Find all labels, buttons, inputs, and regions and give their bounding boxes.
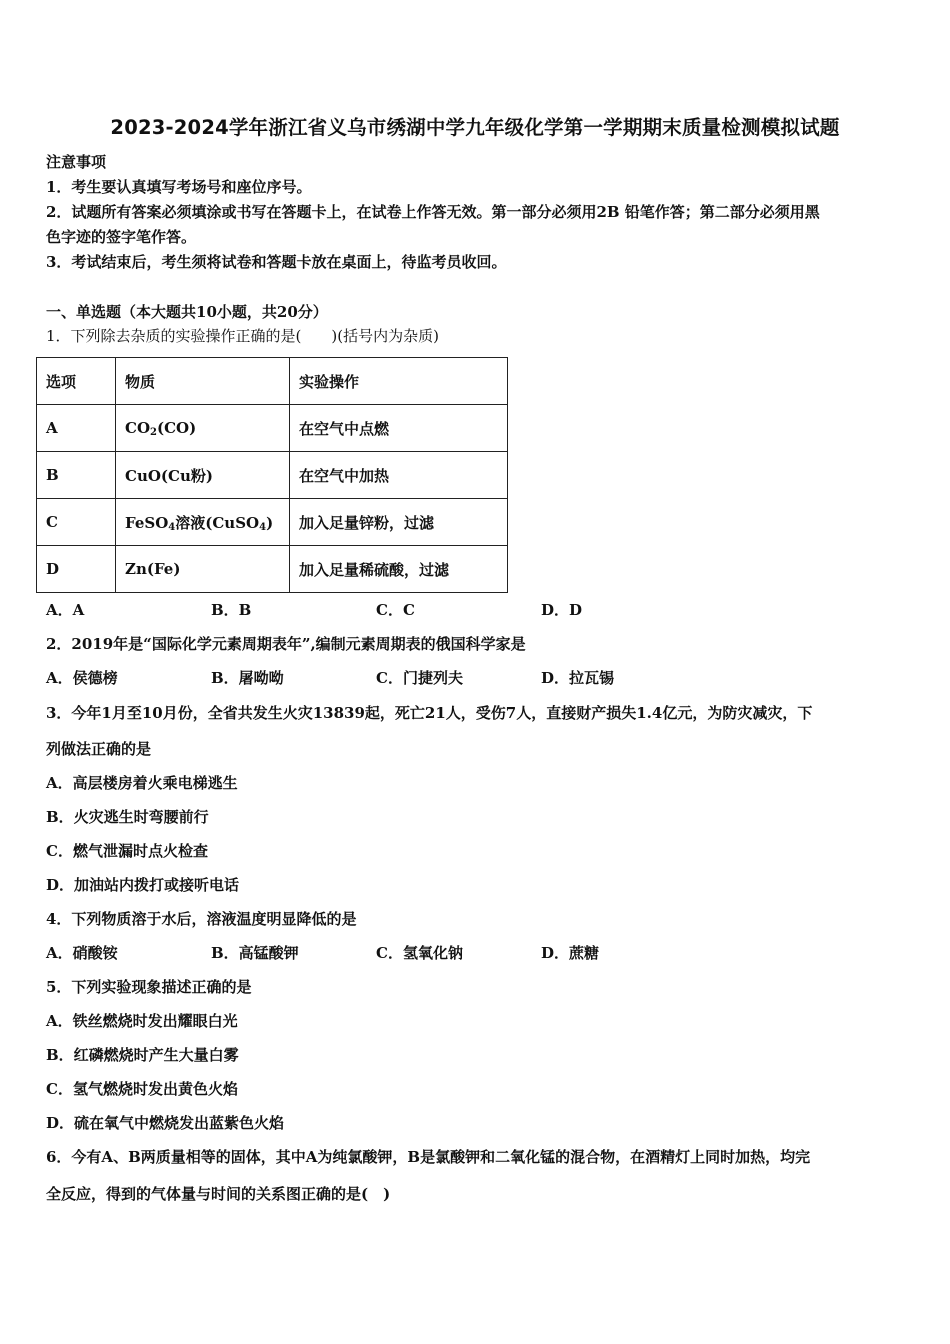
table-cell-operation: 在空气中点燃	[290, 405, 508, 452]
choice-d: D．硫在氧气中燃烧发出蓝紫色火焰	[46, 1114, 285, 1132]
question-2-stem: 2．2019年是“国际化学元素周期表年”,编制元素周期表的俄国科学家是	[46, 635, 526, 653]
question-1-stem	[46, 326, 439, 346]
choice-b: B．红磷燃烧时产生大量白雾	[46, 1046, 239, 1064]
choice-b: B．屠呦呦	[211, 669, 284, 687]
table-row	[37, 499, 508, 546]
choice-c: C．门捷列夫	[376, 669, 463, 687]
choice-d: D．拉瓦锡	[541, 669, 615, 687]
question-number: 1．	[46, 327, 71, 345]
question-5-stem: 5．下列实验现象描述正确的是	[46, 978, 252, 996]
options-table	[36, 357, 508, 593]
notice-item: 3．考试结束后，考生须将试卷和答题卡放在桌面上，待监考员收回。	[46, 253, 507, 271]
question-3-stem: 3．今年1月至10月份，全省共发生火灾13839起，死亡21人，受伤7人，直接财产损失1.4亿元，为防灾减灾，下	[46, 704, 813, 722]
choice-a: A．侯德榜	[46, 669, 118, 687]
notice-item: 2．试题所有答案必须填涂或书写在答题卡上，在试卷上作答无效。第一部分必须用2B 铅笔作答；第二部分必须用黑	[46, 203, 820, 221]
table-cell-substance: $CO_2(CO)$	[116, 405, 290, 452]
page-title: 2023-2024学年浙江省义乌市绣湖中学九年级化学第一学期期末质量检测模拟试题	[110, 116, 840, 139]
choice-b: B．B	[211, 601, 252, 619]
table-cell-option: D	[37, 546, 116, 593]
table-cell-substance: Zn(Fe)	[116, 546, 290, 593]
table-header-cell: 选项	[37, 358, 116, 405]
choice-a: A．硝酸铵	[46, 944, 118, 962]
question-6-stem: 6．今有A、B两质量相等的固体，其中A为纯氯酸钾，B是氯酸钾和二氧化锰的混合物，在酒精灯上同时加热，均完	[46, 1148, 811, 1166]
choice-c: C．氢氧化钠	[376, 944, 463, 962]
table-header-cell: 实验操作	[290, 358, 508, 405]
table-row	[37, 452, 508, 499]
choice-d: D．蔗糖	[541, 944, 600, 962]
question-6-stem-cont: 全反应，得到的气体量与时间的关系图正确的是( )	[46, 1185, 391, 1203]
table-cell-operation: 加入足量稀硫酸，过滤	[290, 546, 508, 593]
table-cell-option: A	[37, 405, 116, 452]
question-3-stem-cont: 列做法正确的是	[46, 740, 152, 758]
notice-item: 色字迹的签字笔作答。	[46, 228, 197, 246]
choice-a: A．高层楼房着火乘电梯逃生	[46, 774, 238, 792]
choice-a: A．铁丝燃烧时发出耀眼白光	[46, 1012, 238, 1030]
notice-heading: 注意事项	[46, 153, 107, 171]
question-text: 下列除去杂质的实验操作正确的是( )(括号内为杂质)	[70, 327, 439, 345]
choice-d: D．加油站内拨打或接听电话	[46, 876, 240, 894]
table-row	[37, 405, 508, 452]
choice-c: C．燃气泄漏时点火检查	[46, 842, 208, 860]
choice-c: C．氢气燃烧时发出黄色火焰	[46, 1080, 238, 1098]
table-cell-operation: 在空气中加热	[290, 452, 508, 499]
table-cell-substance: CuO(Cu粉)	[116, 452, 290, 499]
table-header-row	[37, 358, 508, 405]
question-4-stem: 4．下列物质溶于水后，溶液温度明显降低的是	[46, 910, 357, 928]
choice-d: D．D	[541, 601, 583, 619]
table-cell-substance: FeSO$_4$溶液(CuSO$_4$)	[116, 499, 290, 546]
notice-item: 1．考生要认真填写考场号和座位序号。	[46, 178, 312, 196]
choice-b: B．高锰酸钾	[211, 944, 299, 962]
table-row	[37, 546, 508, 593]
table-cell-option: B	[37, 452, 116, 499]
choice-c: C．C	[376, 601, 415, 619]
table-cell-option: C	[37, 499, 116, 546]
table-cell-operation: 加入足量锌粉，过滤	[290, 499, 508, 546]
choice-b: B．火灾逃生时弯腰前行	[46, 808, 209, 826]
table-header-cell: 物质	[116, 358, 290, 405]
section-heading: 一、单选题（本大题共10小题，共20分）	[46, 303, 328, 321]
choice-a: A．A	[46, 601, 85, 619]
